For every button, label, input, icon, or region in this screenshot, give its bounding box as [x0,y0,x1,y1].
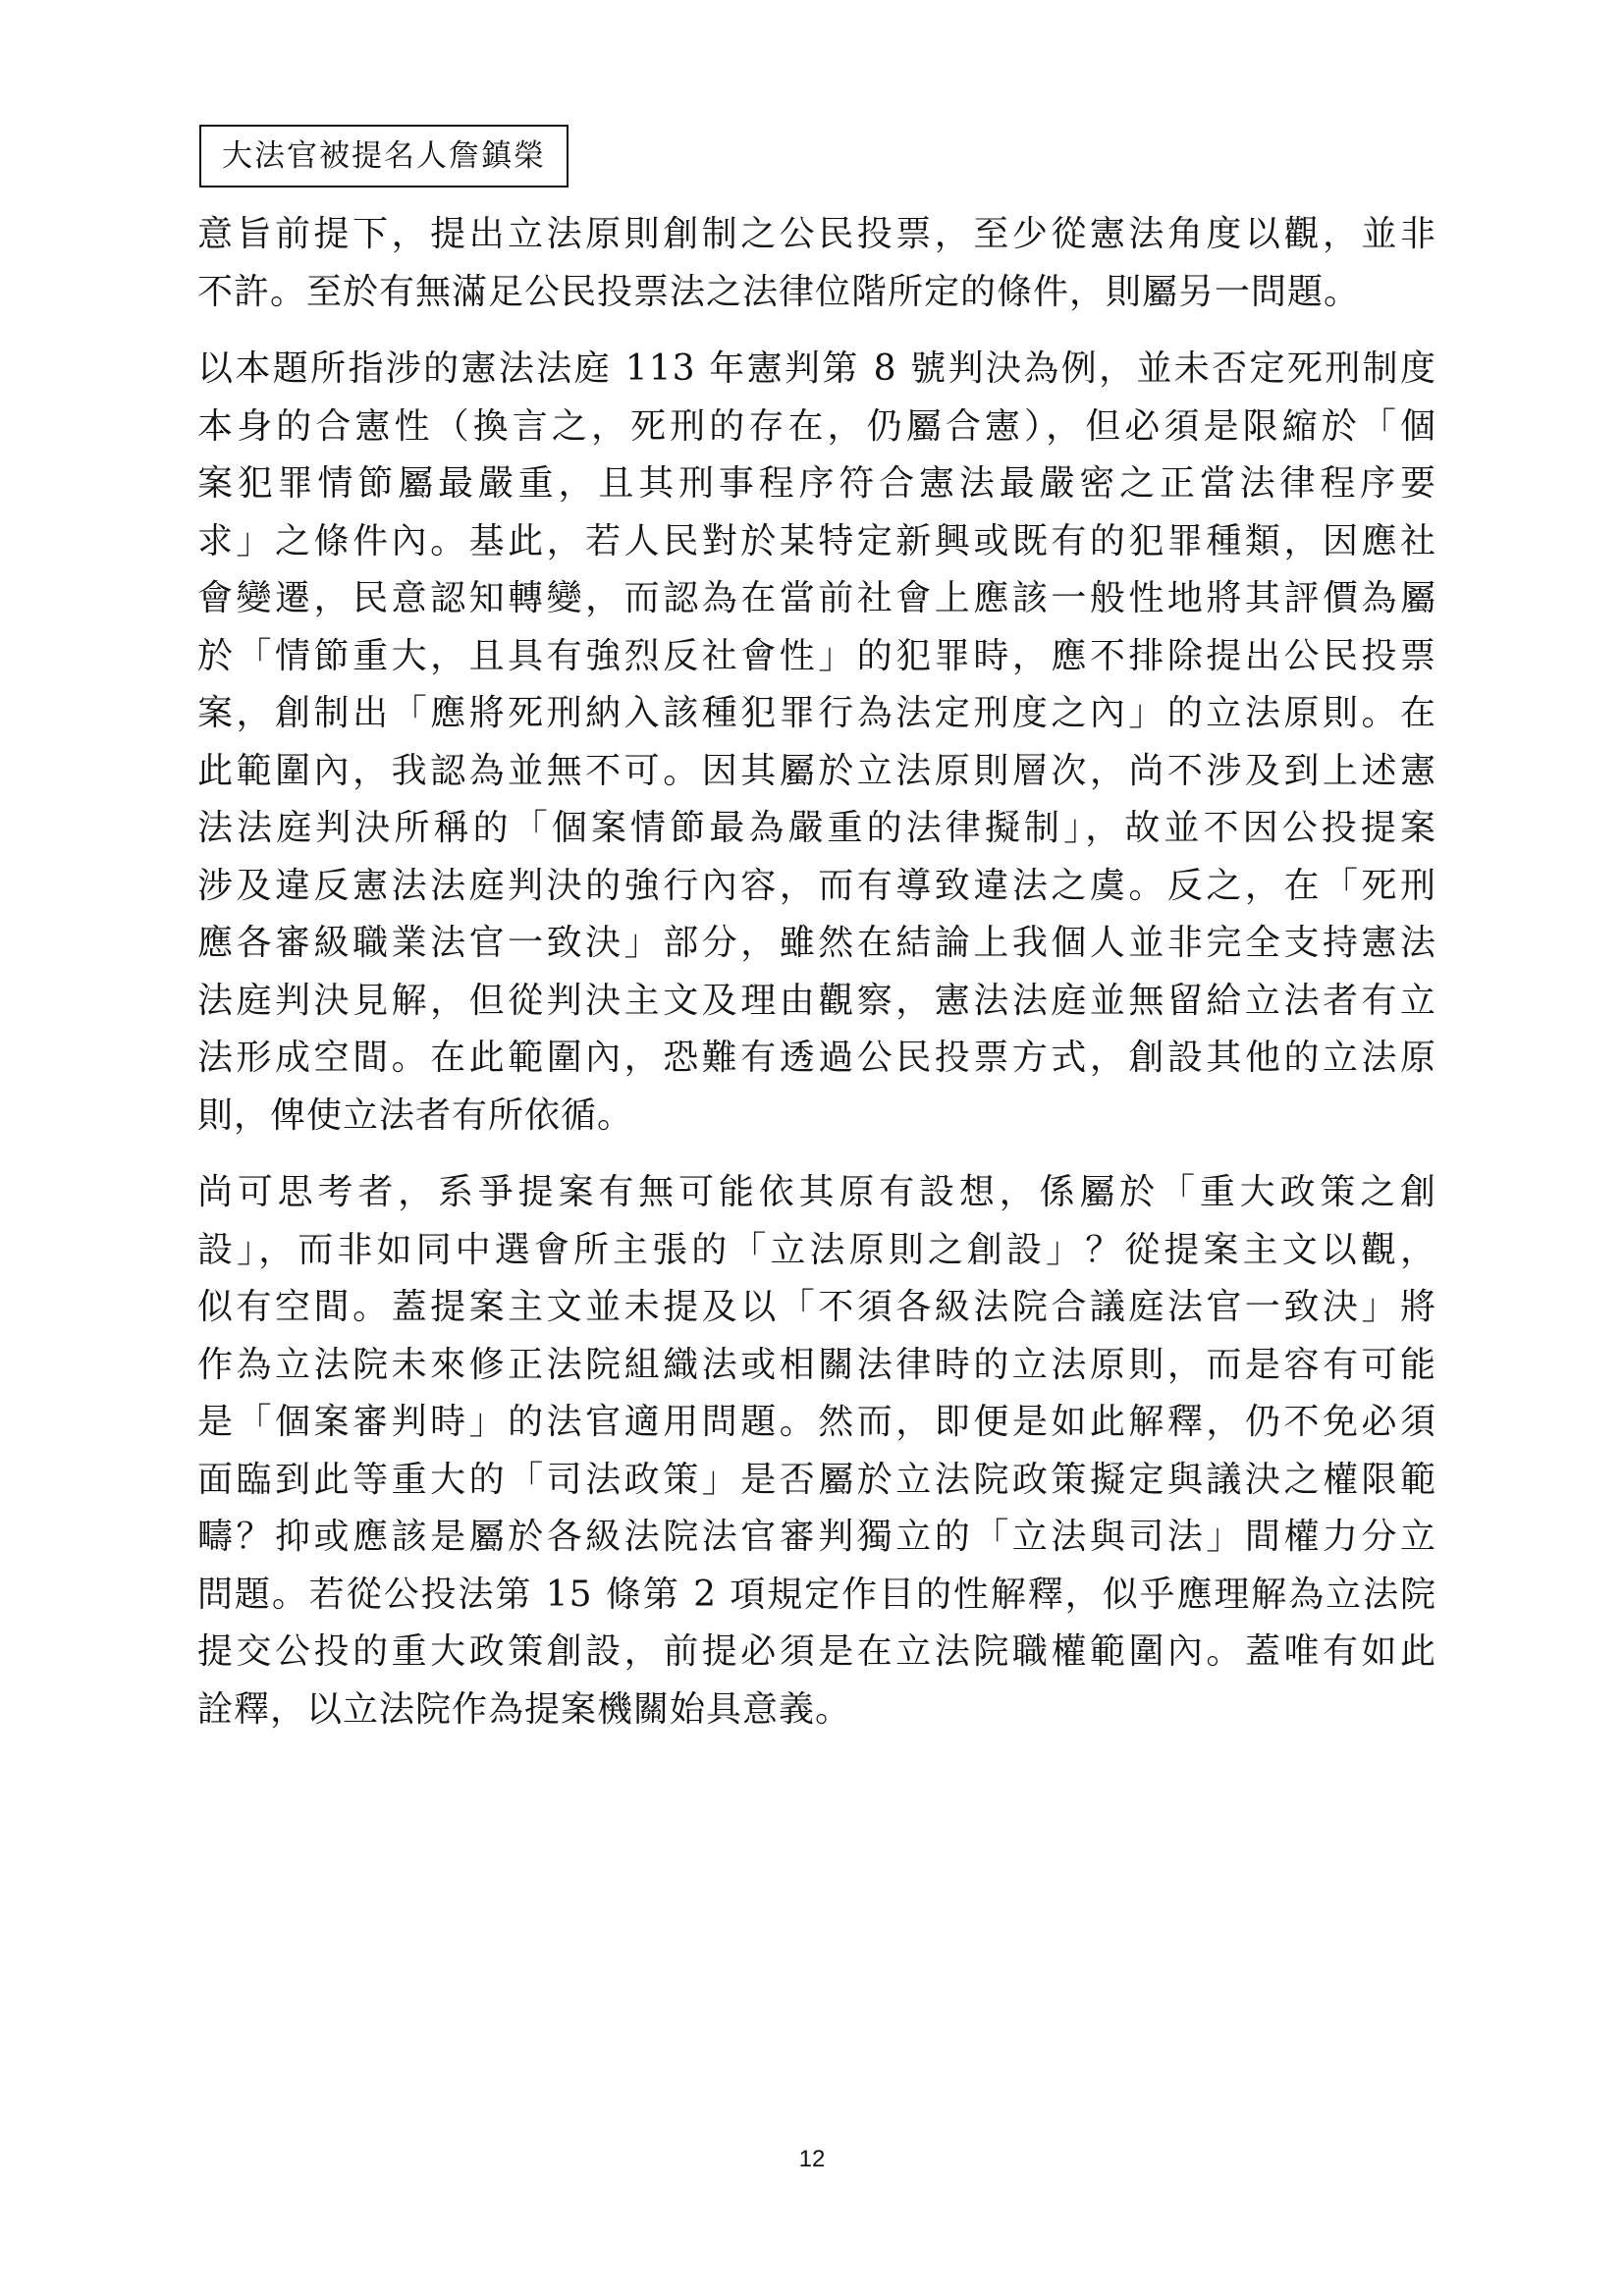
paragraph-1 [197,206,1436,321]
text-line: 不許。至於有無滿足公民投票法之法律位階所定的條件，則屬另一問題。 [197,271,1361,312]
text-line: 意旨前提下，提出立法原則創制之公民投票，至少從憲法角度以觀，並非 [197,214,1436,254]
paragraph-2 [197,341,1436,1145]
text-line: 問題。若從公投法第 15 條第 2 項規定作目的性解釋，似乎應理解為立法院 [197,1574,1436,1615]
document-body [197,206,1436,1738]
text-line: 此範圍內，我認為並無不可。因其屬於立法原則層次，尚不涉及到上述憲 [197,750,1436,791]
text-line: 求」之條件內。基此，若人民對於某特定新興或既有的犯罪種類，因應社 [197,520,1436,561]
text-line: 涉及違反憲法法庭判決的強行內容，而有導致違法之虞。反之，在「死刑 [197,865,1436,906]
nominee-label-box [199,125,568,187]
page-number: 12 [798,2146,826,2172]
text-line: 設」，而非如同中選會所主張的「立法原則之創設」？從提案主文以觀， [197,1229,1436,1270]
text-line: 疇？抑或應該是屬於各級法院法官審判獨立的「立法與司法」間權力分立 [197,1517,1436,1557]
nominee-label: 大法官被提名人詹鎮榮 [222,138,546,174]
text-line: 案犯罪情節屬最嚴重，且其刑事程序符合憲法最嚴密之正當法律程序要 [197,463,1436,504]
text-line: 案，創制出「應將死刑納入該種犯罪行為法定刑度之內」的立法原則。在 [197,693,1436,733]
text-line: 應各審級職業法官一致決」部分，雖然在結論上我個人並非完全支持憲法 [197,923,1436,963]
text-line: 尚可思考者，系爭提案有無可能依其原有設想，係屬於「重大政策之創 [197,1172,1436,1212]
paragraph-gap [197,321,1436,341]
text-line: 法形成空間。在此範圍內，恐難有透過公民投票方式，創設其他的立法原 [197,1038,1436,1078]
text-line: 於「情節重大，且具有強烈反社會性」的犯罪時，應不排除提出公民投票 [197,635,1436,676]
text-line: 法法庭判決所稱的「個案情節最為嚴重的法律擬制」，故並不因公投提案 [197,808,1436,848]
text-line: 以本題所指涉的憲法法庭 113 年憲判第 8 號判決為例，並未否定死刑制度 [197,348,1436,389]
paragraph-3 [197,1164,1436,1738]
text-line: 似有空間。蓋提案主文並未提及以「不須各級法院合議庭法官一致決」將 [197,1287,1436,1327]
text-line: 作為立法院未來修正法院組織法或相關法律時的立法原則，而是容有可能 [197,1344,1436,1385]
text-line: 會變遷，民意認知轉變，而認為在當前社會上應該一般性地將其評價為屬 [197,578,1436,618]
text-line: 法庭判決見解，但從判決主文及理由觀察，憲法法庭並無留給立法者有立 [197,980,1436,1021]
text-line: 面臨到此等重大的「司法政策」是否屬於立法院政策擬定與議決之權限範 [197,1459,1436,1500]
text-line: 是「個案審判時」的法官適用問題。然而，即便是如此解釋，仍不免必須 [197,1402,1436,1442]
text-line: 本身的合憲性（換言之，死刑的存在，仍屬合憲），但必須是限縮於「個 [197,405,1436,447]
paragraph-gap [197,1145,1436,1164]
text-line: 詮釋，以立法院作為提案機關始具意義。 [197,1688,852,1730]
text-line: 則，俾使立法者有所依循。 [197,1095,634,1136]
text-line: 提交公投的重大政策創設，前提必須是在立法院職權範圍內。蓋唯有如此 [197,1631,1436,1672]
